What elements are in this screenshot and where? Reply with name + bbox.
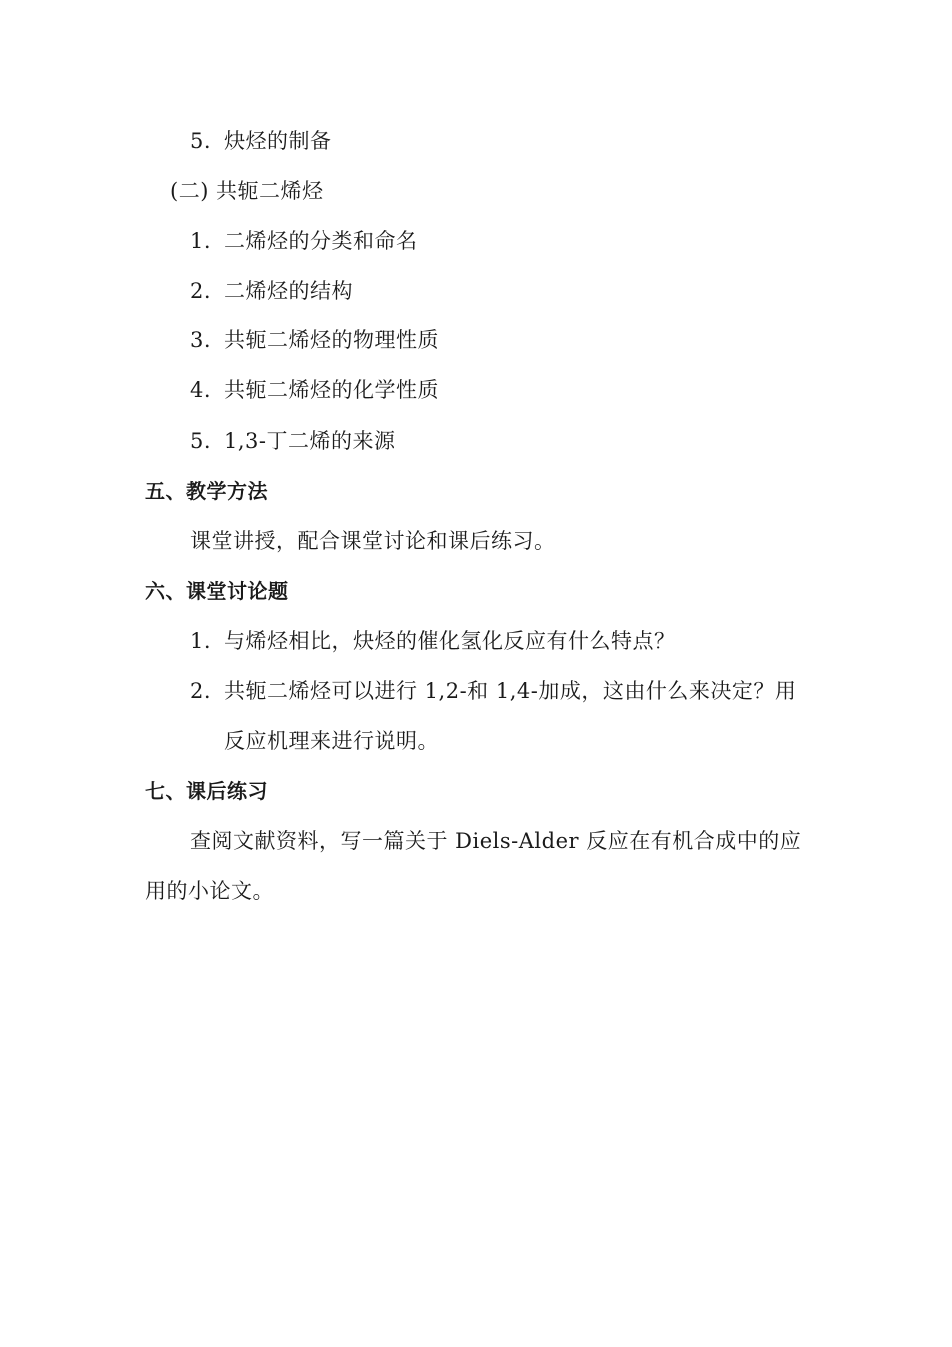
list-number: 3. xyxy=(190,328,212,352)
list-number: 5. xyxy=(190,129,212,153)
discussion-question-2-continuation: 反应机理来进行说明。 xyxy=(224,729,439,753)
list-item xyxy=(190,375,439,405)
section-body-teaching-methods: 课堂讲授，配合课堂讨论和课后练习。 xyxy=(190,529,556,553)
list-number: 1. xyxy=(190,229,212,253)
discussion-question-2 xyxy=(190,676,796,706)
question-text-line1: 共轭二烯烃可以进行 1,2-和 1,4-加成，这由什么来决定？用 xyxy=(224,679,797,703)
list-item xyxy=(190,226,418,256)
homework-text-line1: 查阅文献资料，写一篇关于 Diels-Alder 反应在有机合成中的应 xyxy=(190,829,802,853)
list-item xyxy=(190,276,353,306)
list-number: 2. xyxy=(190,279,212,303)
list-number: 4. xyxy=(190,378,212,402)
list-number: 1. xyxy=(190,629,212,653)
list-text: 炔烃的制备 xyxy=(224,129,332,153)
list-item xyxy=(190,426,396,456)
section-heading-teaching-methods: 五、教学方法 xyxy=(145,479,268,503)
list-text: 二烯烃的分类和命名 xyxy=(224,229,418,253)
list-number: 2. xyxy=(190,679,212,703)
list-item xyxy=(190,325,439,355)
list-item-alkyne-preparation xyxy=(190,126,332,156)
homework-text-line2: 用的小论文。 xyxy=(145,879,274,903)
list-text: 1,3-丁二烯的来源 xyxy=(224,429,396,453)
subsection-title-conjugated-dienes: (二) 共轭二烯烃 xyxy=(170,179,324,203)
discussion-question-1 xyxy=(190,626,676,656)
list-text: 共轭二烯烃的化学性质 xyxy=(224,378,439,402)
list-text: 二烯烃的结构 xyxy=(224,279,353,303)
section-heading-discussion-questions: 六、课堂讨论题 xyxy=(145,579,289,603)
question-text: 与烯烃相比，炔烃的催化氢化反应有什么特点？ xyxy=(224,629,676,653)
list-number: 5. xyxy=(190,429,212,453)
section-heading-homework: 七、课后练习 xyxy=(145,779,268,803)
list-text: 共轭二烯烃的物理性质 xyxy=(224,328,439,352)
